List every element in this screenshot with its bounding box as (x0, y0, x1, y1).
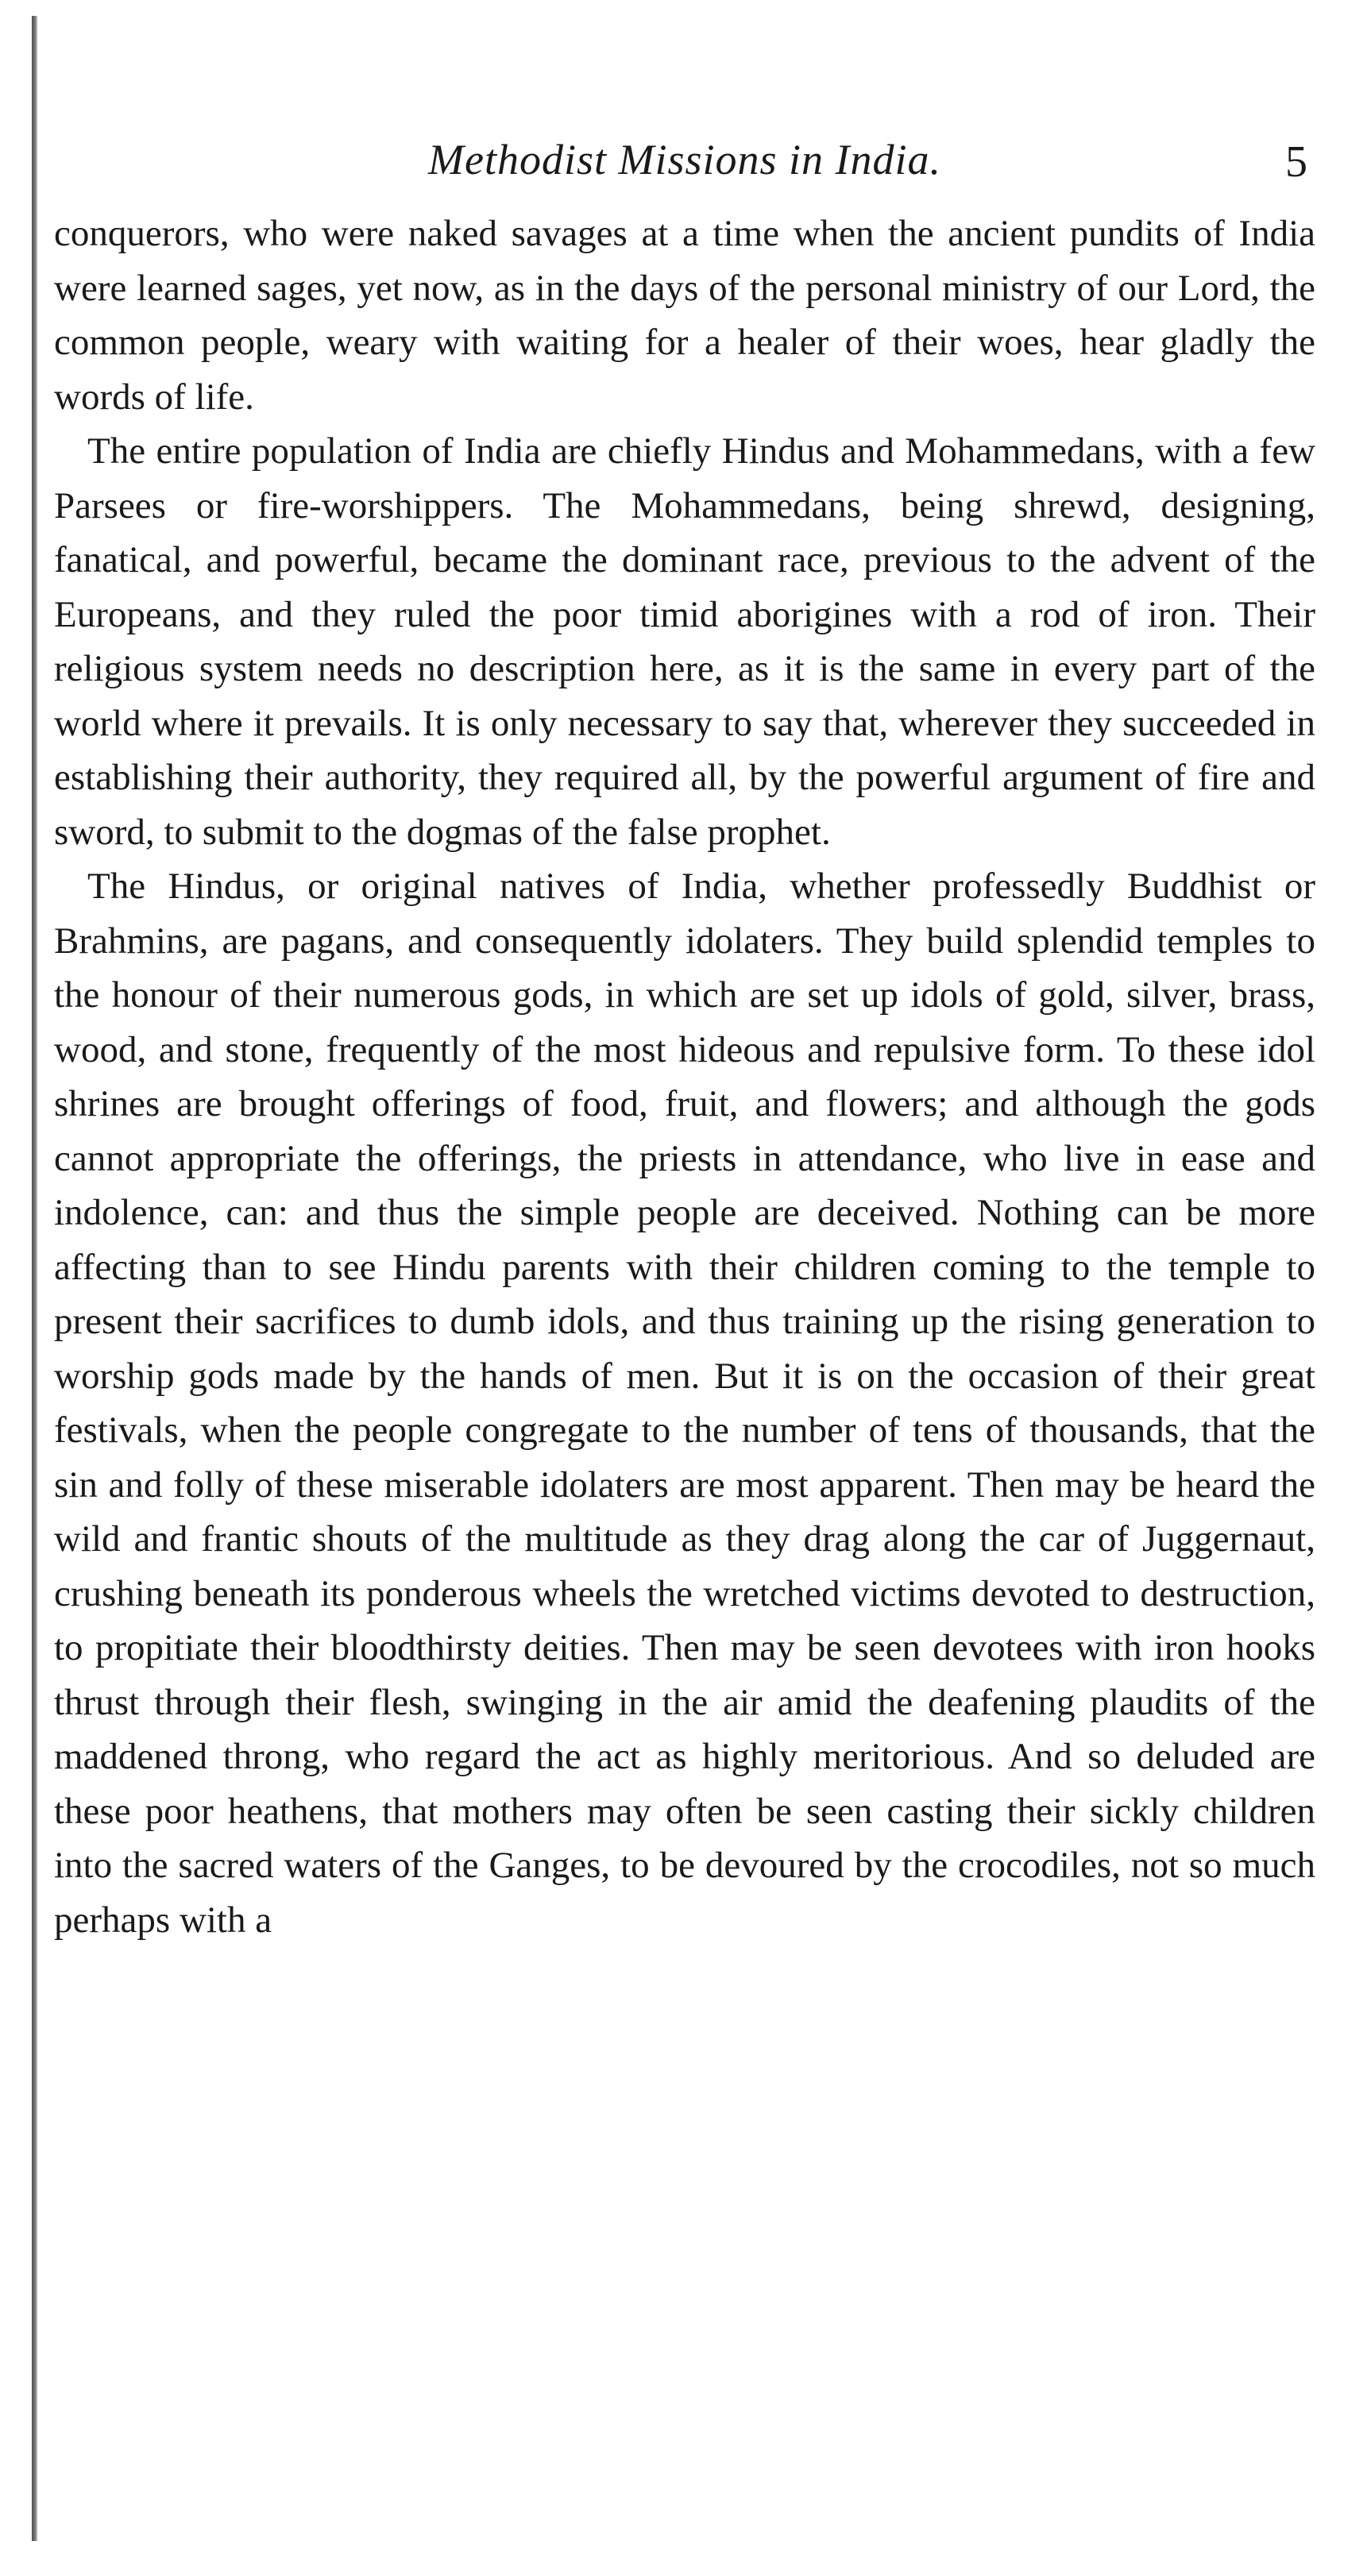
page-number: 5 (1285, 137, 1307, 187)
paragraph-hindus: The Hindus, or original natives of India, whether professedly Buddhist or Brahmins, are pagans, and consequently idolaters. They build splendid temples to the honour of their numerous gods, in which are set up idols of gold, silver, brass, wood, and stone, frequently of the most hideous and repulsive form. To these idol shrines are brought offerings of food, fruit, and flowers; and although the gods cannot appropriate the offerings, the priests in attendance, who live in ease and indolence, can: and thus the simple people are deceived. Nothing can be more affecting than to see Hindu parents with their children coming to the temple to present their sacrifices to dumb idols, and thus training up the rising generation to worship gods made by the hands of men. But it is on the occasion of their great festivals, when the people congregate to the number of tens of thousands, that the sin and folly of these miserable idolaters are most apparent. Then may be heard the wild and frantic shouts of the multitude as they drag along the car of Juggernaut, crushing beneath its ponderous wheels the wretched victims devoted to destruction, to propitiate their bloodthirsty deities. Then may be seen devotees with iron hooks thrust through their flesh, swinging in the air amid the deafening plaudits of the maddened throng, who regard the act as highly meritorious. And so deluded are these poor heathens, that mothers may often be seen casting their sickly children into the sacred waters of the Ganges, to be devoured by the crocodiles, not so much perhaps with a (54, 866, 1315, 1941)
paragraph-population: The entire population of India are chiefly Hindus and Mohammedans, with a few Parsees or fire-worshippers. The Mohammedans, being shrewd, designing, fanatical, and powerful, became the dominant race, previous to the advent of the Europeans, and they ruled the poor timid aborigines with a rod of iron. Their religious system needs no description here, as it is the same in every part of the world where it prevails. It is only necessary to say that, wherever they succeeded in establishing their authority, they required all, by the powerful argument of fire and sword, to submit to the dogmas of the false prophet. (54, 430, 1315, 853)
running-title: Methodist Missions in India. (428, 136, 941, 183)
running-header (54, 119, 1315, 206)
body-text (54, 206, 1315, 1947)
paragraph-continuation: conquerors, who were naked savages at a time when the ancient pundits of India were learned sages, yet now, as in the days of the personal ministry of our Lord, the common people, weary with waiting for a healer of their woes, hear gladly the words of life. (54, 213, 1315, 418)
book-page (54, 119, 1315, 1947)
page-binding-edge (32, 16, 37, 2541)
